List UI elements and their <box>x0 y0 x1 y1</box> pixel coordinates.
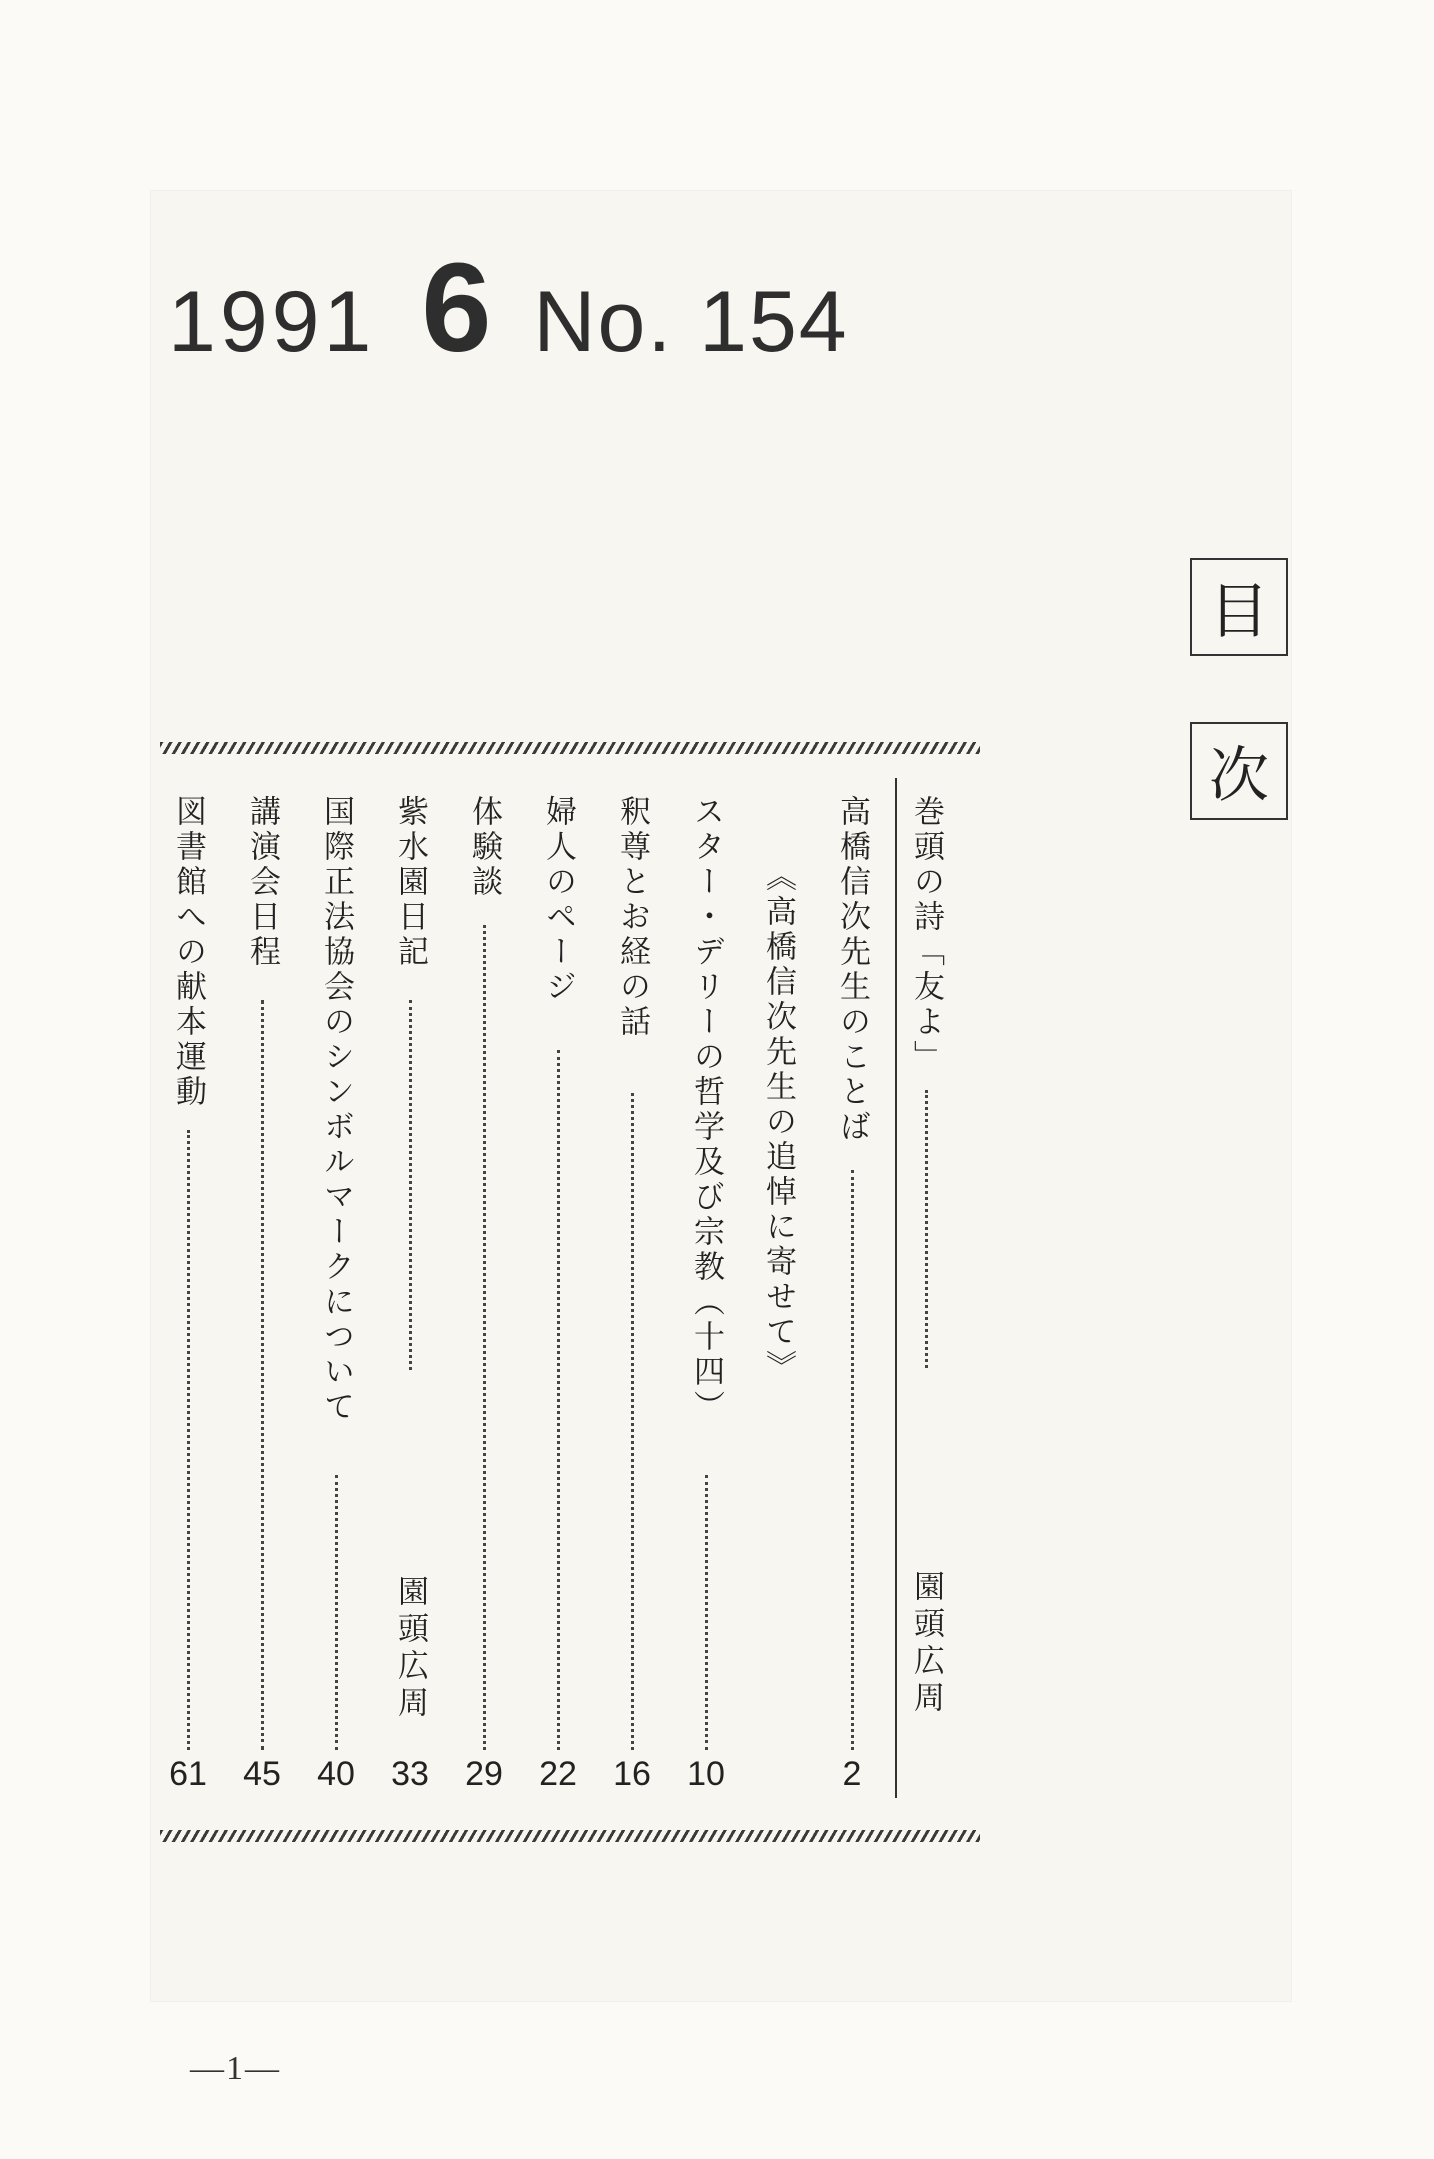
toc-entry[interactable] <box>390 795 430 1793</box>
toc-entry-page: 16 <box>613 1755 651 1793</box>
toc-entry-page: 40 <box>317 1755 355 1793</box>
toc-entry-title: 高橋信次先生のことば <box>834 795 870 1145</box>
toc-entry[interactable] <box>168 795 208 1793</box>
leader-dots <box>705 1475 708 1750</box>
toc-entry-title: 巻頭の詩「友よ」 <box>908 795 944 1075</box>
toc-entry[interactable] <box>464 795 504 1793</box>
leader-dots <box>557 1050 560 1750</box>
leader-dots <box>335 1475 338 1750</box>
toc-entry[interactable] <box>832 795 872 1793</box>
toc-entry[interactable] <box>316 795 356 1793</box>
toc-entry[interactable] <box>242 795 282 1793</box>
toc-entry-title: 釈尊とお経の話 <box>614 795 650 1040</box>
leader-dots <box>187 1130 190 1750</box>
toc-entry-title: 紫水園日記 <box>392 795 428 970</box>
toc-entry[interactable] <box>686 795 726 1793</box>
leader-dots <box>925 1090 928 1368</box>
contents-heading-char-2: 次 <box>1190 722 1288 820</box>
issue-year: 1991 <box>168 274 376 370</box>
toc-entry-title: 国際正法協会のシンボルマークについて <box>318 795 354 1425</box>
issue-number: No. 154 <box>533 274 849 370</box>
toc-entry-title: 婦人のページ <box>540 795 576 1005</box>
vertical-rule <box>895 778 897 1798</box>
leader-dots <box>483 925 486 1750</box>
toc-entry-title: 体験談 <box>466 795 502 900</box>
toc-entry-page: 29 <box>465 1755 503 1793</box>
toc-entry[interactable] <box>538 795 578 1793</box>
leader-dots <box>851 1170 854 1750</box>
leader-dots <box>631 1093 634 1750</box>
wavy-rule-bottom <box>160 1830 980 1842</box>
toc-entry-author: 園頭広周 <box>392 1575 428 1723</box>
issue-header <box>168 237 849 378</box>
toc-entry-author: 園頭広周 <box>908 1570 944 1718</box>
contents-heading-char-1: 目 <box>1190 558 1288 656</box>
wavy-rule-top <box>160 742 980 754</box>
toc-entry[interactable] <box>906 795 946 1785</box>
toc-entry[interactable] <box>612 795 652 1793</box>
toc-entry-page: 45 <box>243 1755 281 1793</box>
toc-entry-page: 33 <box>391 1755 429 1793</box>
toc-entry-page: 10 <box>687 1755 725 1793</box>
section-subheading: 《高橋信次先生の追悼に寄せて》 <box>760 860 796 1385</box>
toc-entry-page: 61 <box>169 1755 207 1793</box>
toc-entry-page: 2 <box>842 1755 862 1793</box>
issue-month: 6 <box>421 237 492 378</box>
page-number: —1— <box>190 2050 281 2087</box>
leader-dots <box>409 1000 412 1370</box>
toc-entry-title: 講演会日程 <box>244 795 280 970</box>
toc-entry-page: 22 <box>539 1755 577 1793</box>
leader-dots <box>261 1000 264 1750</box>
toc-entry-title: 図書館への献本運動 <box>170 795 206 1110</box>
toc-entry-title: スター・デリーの哲学及び宗教（十四） <box>688 795 724 1425</box>
